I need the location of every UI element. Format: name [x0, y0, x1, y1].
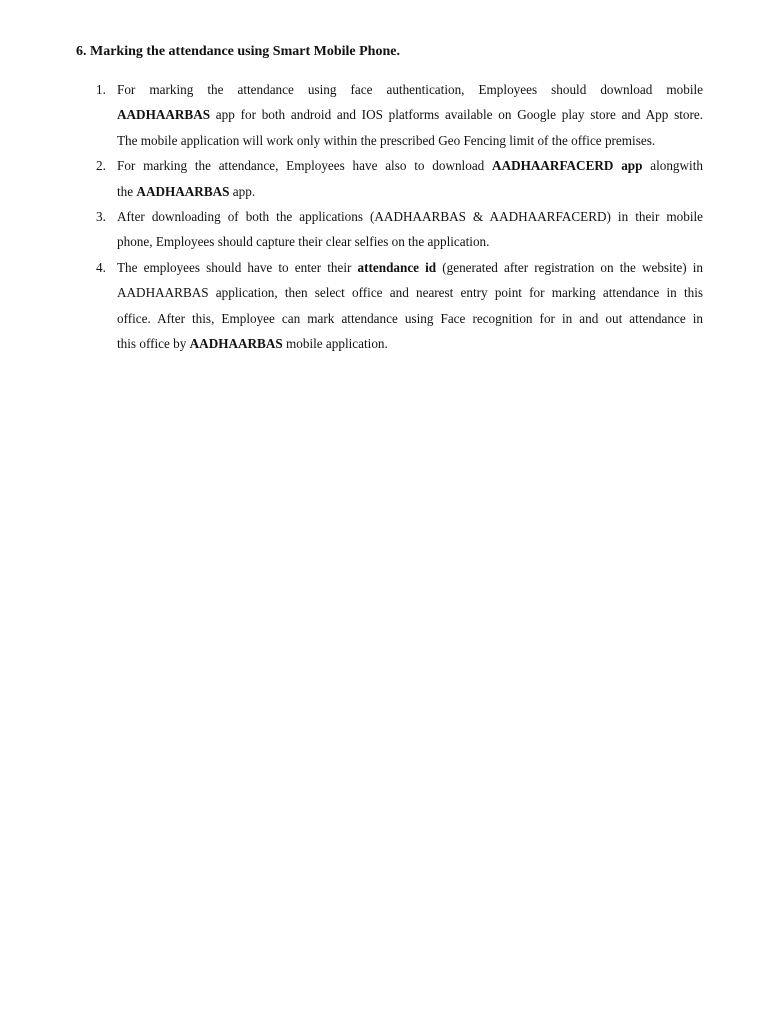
item-line: AADHAARBAS app for both android and IOS platforms available on Google play store and App store. — [117, 107, 703, 123]
item-number: 2. — [96, 158, 106, 174]
app-name-bold: AADHAARBAS — [136, 183, 230, 199]
item-number: 4. — [96, 259, 106, 275]
item-line: phone, Employees should capture their clear selfies on the application. — [117, 234, 490, 250]
item-line: this office by AADHAARBAS mobile application. — [117, 336, 388, 352]
item-line: For marking the attendance, Employees have also to download AADHAARFACERD app alongwith — [117, 158, 703, 174]
item-line: The employees should have to enter their attendance id (generated after registration on the website) in — [117, 259, 703, 275]
item-number: 1. — [96, 82, 106, 97]
list-item — [96, 77, 703, 153]
field-name-bold: attendance id — [357, 259, 437, 275]
item-line: The mobile application will work only within the prescribed Geo Fencing limit of the office premises. — [117, 132, 656, 148]
instruction-list — [96, 77, 703, 356]
item-line: After downloading of both the applications (AADHAARBAS & AADHAARFACERD) in their mobile — [117, 209, 703, 225]
item-line: For marking the attendance using face authentication, Employees should download mobile — [117, 82, 703, 97]
item-line: office. After this, Employee can mark attendance using Face recognition for in and out attendance in — [117, 310, 703, 326]
item-line: the AADHAARBAS app. — [117, 183, 256, 199]
section-heading: 6. Marking the attendance using Smart Mobile Phone. — [76, 44, 400, 59]
list-item — [96, 153, 703, 204]
app-name-bold: AADHAARFACERD app — [492, 158, 643, 174]
item-number: 3. — [96, 209, 106, 225]
item-line: AADHAARBAS application, then select office and nearest entry point for marking attendance in this — [117, 285, 703, 301]
list-item — [96, 204, 703, 255]
app-name-bold: AADHAARBAS — [189, 336, 283, 352]
list-item — [96, 255, 703, 357]
app-name-bold: AADHAARBAS — [117, 107, 211, 123]
